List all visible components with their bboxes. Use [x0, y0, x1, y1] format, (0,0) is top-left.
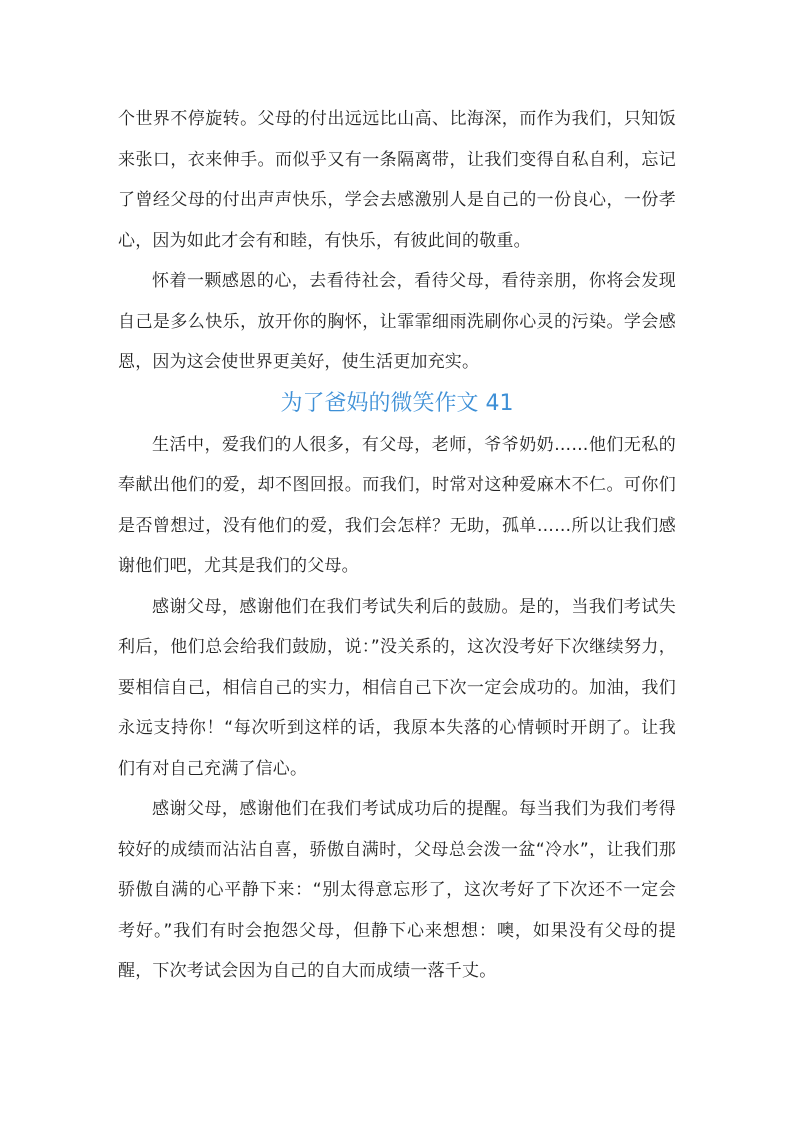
paragraph-life-love: 生活中，爱我们的人很多，有父母，老师，爷爷奶奶……他们无私的奉献出他们的爱，却不图回报。而我们，时常对这种爱麻木不仁。可你们是否曾想过，没有他们的爱，我们会怎样？无助，孤单……所以让我们感谢他们吧，尤其是我们的父母。: [118, 434, 676, 576]
paragraph-continuation: 个世界不停旋转。父母的付出远远比山高、比海深，而作为我们，只知饭来张口，衣来伸手。而似乎又有一条隔离带，让我们变得自私自利，忘记了曾经父母的付出声声快乐，学会去感激别人是自己的一份良心，一份孝心，因为如此才会有和睦，有快乐，有彼此间的敬重。: [118, 109, 676, 251]
document-body: [118, 99, 676, 992]
paragraph-thanks-encouragement: 感谢父母，感谢他们在我们考试失利后的鼓励。是的，当我们考试失利后，他们总会给我们鼓励，说：”没关系的，这次没考好下次继续努力，要相信自己，相信自己的实力，相信自己下次一定会成功的。加油，我们永远支持你！“每次听到这样的话，我原本失落的心情顿时开朗了。让我们有对自己充满了信心。: [118, 596, 676, 779]
essay-heading: 为了爸妈的微笑作文 41: [280, 390, 514, 416]
paragraph-gratitude-heart: 怀着一颗感恩的心，去看待社会，看待父母，看待亲朋，你将会发现自己是多么快乐，放开你的胸怀，让霏霏细雨洗刷你心灵的污染。学会感恩，因为这会使世界更美好，使生活更加充实。: [118, 271, 676, 372]
paragraph-thanks-reminder: 感谢父母，感谢他们在我们考试成功后的提醒。每当我们为我们考得较好的成绩而沾沾自喜，骄傲自满时，父母总会泼一盆“冷水”，让我们那骄傲自满的心平静下来：“别太得意忘形了，这次考好了下次还不一定会考好。”我们有时会抱怨父母，但静下心来想想：噢，如果没有父母的提醒，下次考试会因为自己的自大而成绩一落千丈。: [118, 799, 676, 981]
